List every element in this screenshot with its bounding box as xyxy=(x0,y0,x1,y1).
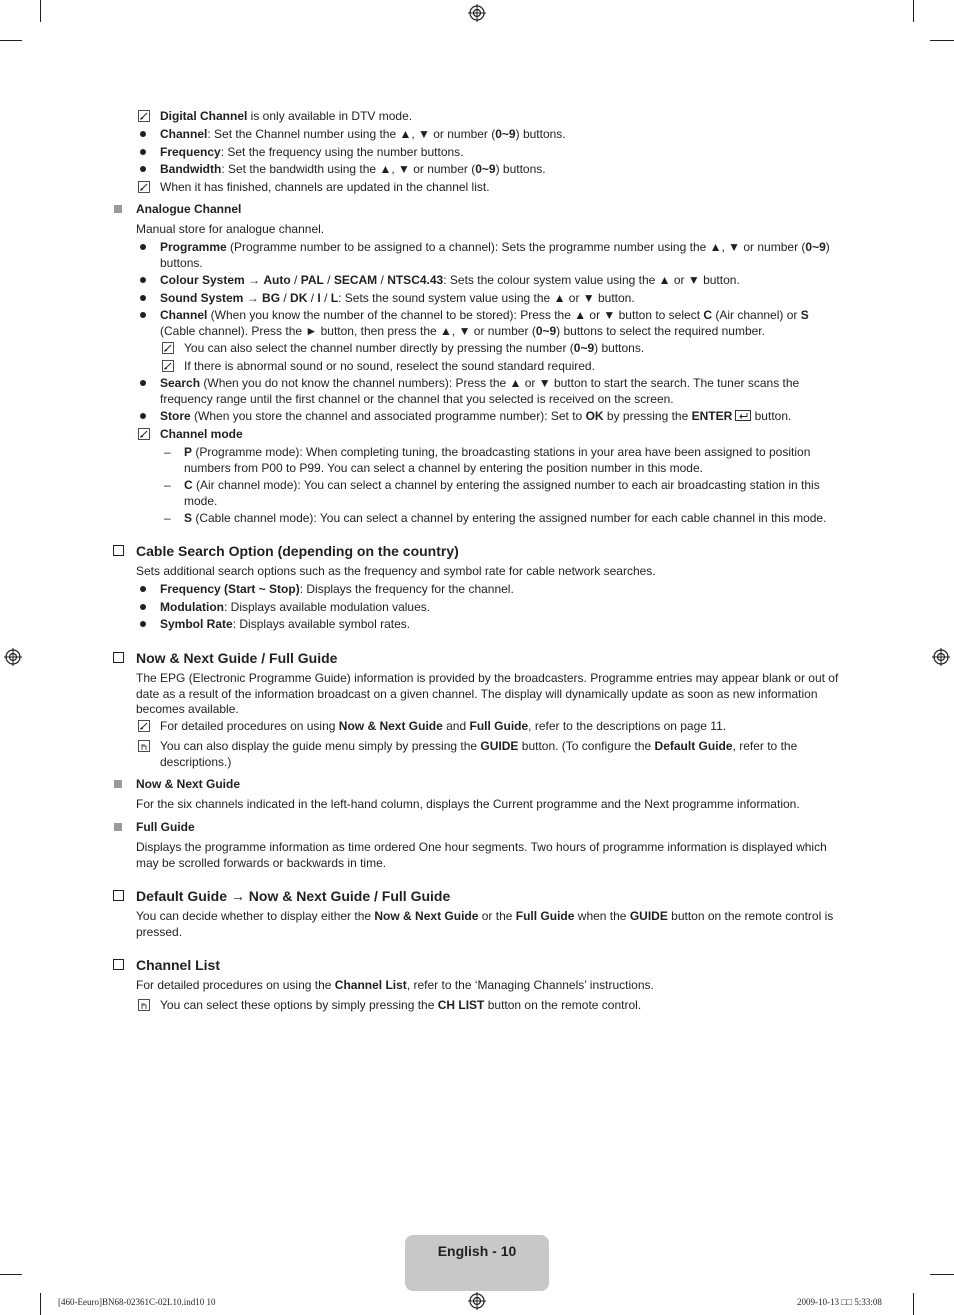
crop-mark xyxy=(913,1293,914,1315)
channel-list-title: Channel List xyxy=(136,957,221,973)
crop-mark xyxy=(0,1274,22,1275)
full-guide-title: Full Guide xyxy=(136,820,195,834)
hand-note-icon xyxy=(138,740,150,752)
crop-mark xyxy=(40,1293,41,1315)
cable-modulation-item: Modulation: Displays available modulation values. xyxy=(160,600,431,614)
guide-intro: The EPG (Electronic Programme Guide) information is provided by the broadcasters. Programme entries may appear blank or out of date as a result of the information broadcast on a given channel. The display will dynamically update as soon as new information becomes available. xyxy=(136,671,839,716)
page-number-label: English - 10 xyxy=(437,1243,517,1259)
cable-frequency-item: Frequency (Start ~ Stop): Displays the frequency for the channel. xyxy=(160,582,514,596)
bullet xyxy=(140,149,146,155)
crop-mark xyxy=(40,0,41,22)
dtv-channel-item: Channel: Set the Channel number using the ▲, ▼ or number (0~9) buttons. xyxy=(160,127,566,141)
bullet xyxy=(140,166,146,172)
slug-right: 2009-10-13 □□ 5:33:08 xyxy=(797,1297,882,1307)
channel-list-note: You can select these options by simply pressing the CH LIST button on the remote control. xyxy=(160,998,642,1012)
analogue-channel-note-2: If there is abnormal sound or no sound, reselect the sound standard required. xyxy=(184,359,595,373)
dtv-note-2: When it has finished, channels are updated in the channel list. xyxy=(160,180,490,194)
dash: – xyxy=(164,478,171,492)
note-icon xyxy=(162,342,174,354)
bullet xyxy=(140,277,146,283)
cable-title: Cable Search Option (depending on the country) xyxy=(136,543,459,559)
bullet xyxy=(140,312,146,318)
note-icon xyxy=(162,360,174,372)
dtv-frequency-item: Frequency: Set the frequency using the number buttons. xyxy=(160,145,464,159)
registration-mark-icon xyxy=(468,4,486,22)
mode-s-item: S (Cable channel mode): You can select a channel by entering the assigned number for each cable channel in this mode. xyxy=(184,511,827,525)
checkbox-icon xyxy=(113,545,124,556)
note-icon xyxy=(138,181,150,193)
bullet xyxy=(140,621,146,627)
cable-intro: Sets additional search options such as the frequency and symbol rate for cable network searches. xyxy=(136,564,656,578)
dtv-bandwidth-item: Bandwidth: Set the bandwidth using the ▲, ▼ or number (0~9) buttons. xyxy=(160,162,546,176)
bullet xyxy=(140,295,146,301)
guide-note-2: You can also display the guide menu simply by pressing the GUIDE button. (To configure the Default Guide, refer to the descriptions.) xyxy=(160,739,798,769)
default-guide-title: Default Guide → Now & Next Guide / Full Guide xyxy=(136,888,451,904)
crop-mark xyxy=(0,40,22,41)
dtv-note-1: Digital Channel is only available in DTV mode. xyxy=(160,109,413,123)
full-guide-text: Displays the programme information as time ordered One hour segments. Two hours of programme information is displayed which may be scrolled forwards or backwards in time. xyxy=(136,840,827,870)
registration-mark-icon xyxy=(4,648,22,666)
guide-title: Now & Next Guide / Full Guide xyxy=(136,650,338,666)
registration-mark-icon xyxy=(932,648,950,666)
bullet xyxy=(140,380,146,386)
channel-list-text: For detailed procedures on using the Channel List, refer to the ‘Managing Channels’ instructions. xyxy=(136,978,654,992)
channel-mode-title: Channel mode xyxy=(160,427,243,441)
analogue-search-item: Search (When you do not know the channel numbers): Press the ▲ or ▼ button to start the search. The tuner scans the frequency range until the first channel or the channel that you selected is received on the screen. xyxy=(160,376,800,406)
analogue-colour-item: Colour System → Auto / PAL / SECAM / NTSC4.43: Sets the colour system value using the ▲ or ▼ button. xyxy=(160,273,740,287)
crop-mark xyxy=(913,0,914,22)
checkbox-icon xyxy=(113,890,124,901)
bullet xyxy=(140,586,146,592)
bullet xyxy=(140,244,146,250)
mode-p-item: P (Programme mode): When completing tuning, the broadcasting stations in your area have been assigned to position numbers from P00 to P99. You can select a channel by entering the position number in this mode. xyxy=(184,445,811,475)
section-square-icon xyxy=(114,823,122,831)
bullet xyxy=(140,604,146,610)
analogue-channel-item: Channel (When you know the number of the channel to be stored): Press the ▲ or ▼ button to select C (Air channel) or S (Cable channel). Press the ► button, then press the ▲, ▼ or number (0~9) buttons to select the required number. xyxy=(160,308,809,338)
analogue-title: Analogue Channel xyxy=(136,202,242,216)
crop-mark xyxy=(930,40,954,41)
dash: – xyxy=(164,445,171,459)
note-icon xyxy=(138,110,150,122)
note-icon xyxy=(138,720,150,732)
enter-icon xyxy=(735,410,751,421)
default-guide-text: You can decide whether to display either the Now & Next Guide or the Full Guide when the GUIDE button on the remote control is pressed. xyxy=(136,909,834,939)
slug-left: [460-Eeuro]BN68-02361C-02L10.ind10 10 xyxy=(58,1297,216,1307)
crop-mark xyxy=(930,1274,954,1275)
analogue-sound-item: Sound System → BG / DK / I / L: Sets the sound system value using the ▲ or ▼ button. xyxy=(160,291,635,305)
analogue-channel-note-1: You can also select the channel number directly by pressing the number (0~9) buttons. xyxy=(184,341,645,355)
guide-note-1: For detailed procedures on using Now & Next Guide and Full Guide, refer to the descriptions on page 11. xyxy=(160,719,727,733)
analogue-intro: Manual store for analogue channel. xyxy=(136,222,325,236)
now-next-text: For the six channels indicated in the left-hand column, displays the Current programme and the Next programme information. xyxy=(136,797,800,811)
now-next-title: Now & Next Guide xyxy=(136,777,241,791)
note-icon xyxy=(138,428,150,440)
checkbox-icon xyxy=(113,959,124,970)
mode-c-item: C (Air channel mode): You can select a channel by entering the assigned number to each air broadcasting station in this mode. xyxy=(184,478,820,508)
analogue-store-item: Store (When you store the channel and associated programme number): Set to OK by pressing the ENTER button. xyxy=(160,409,792,423)
section-square-icon xyxy=(114,205,122,213)
analogue-programme-item: Programme (Programme number to be assigned to a channel): Sets the programme number using the ▲, ▼ or number (0~9) buttons. xyxy=(160,240,830,270)
bullet xyxy=(140,413,146,419)
registration-mark-icon xyxy=(468,1292,486,1310)
hand-note-icon xyxy=(138,999,150,1011)
dash: – xyxy=(164,511,171,525)
cable-symbol-item: Symbol Rate: Displays available symbol rates. xyxy=(160,617,411,631)
section-square-icon xyxy=(114,780,122,788)
checkbox-icon xyxy=(113,652,124,663)
bullet xyxy=(140,131,146,137)
